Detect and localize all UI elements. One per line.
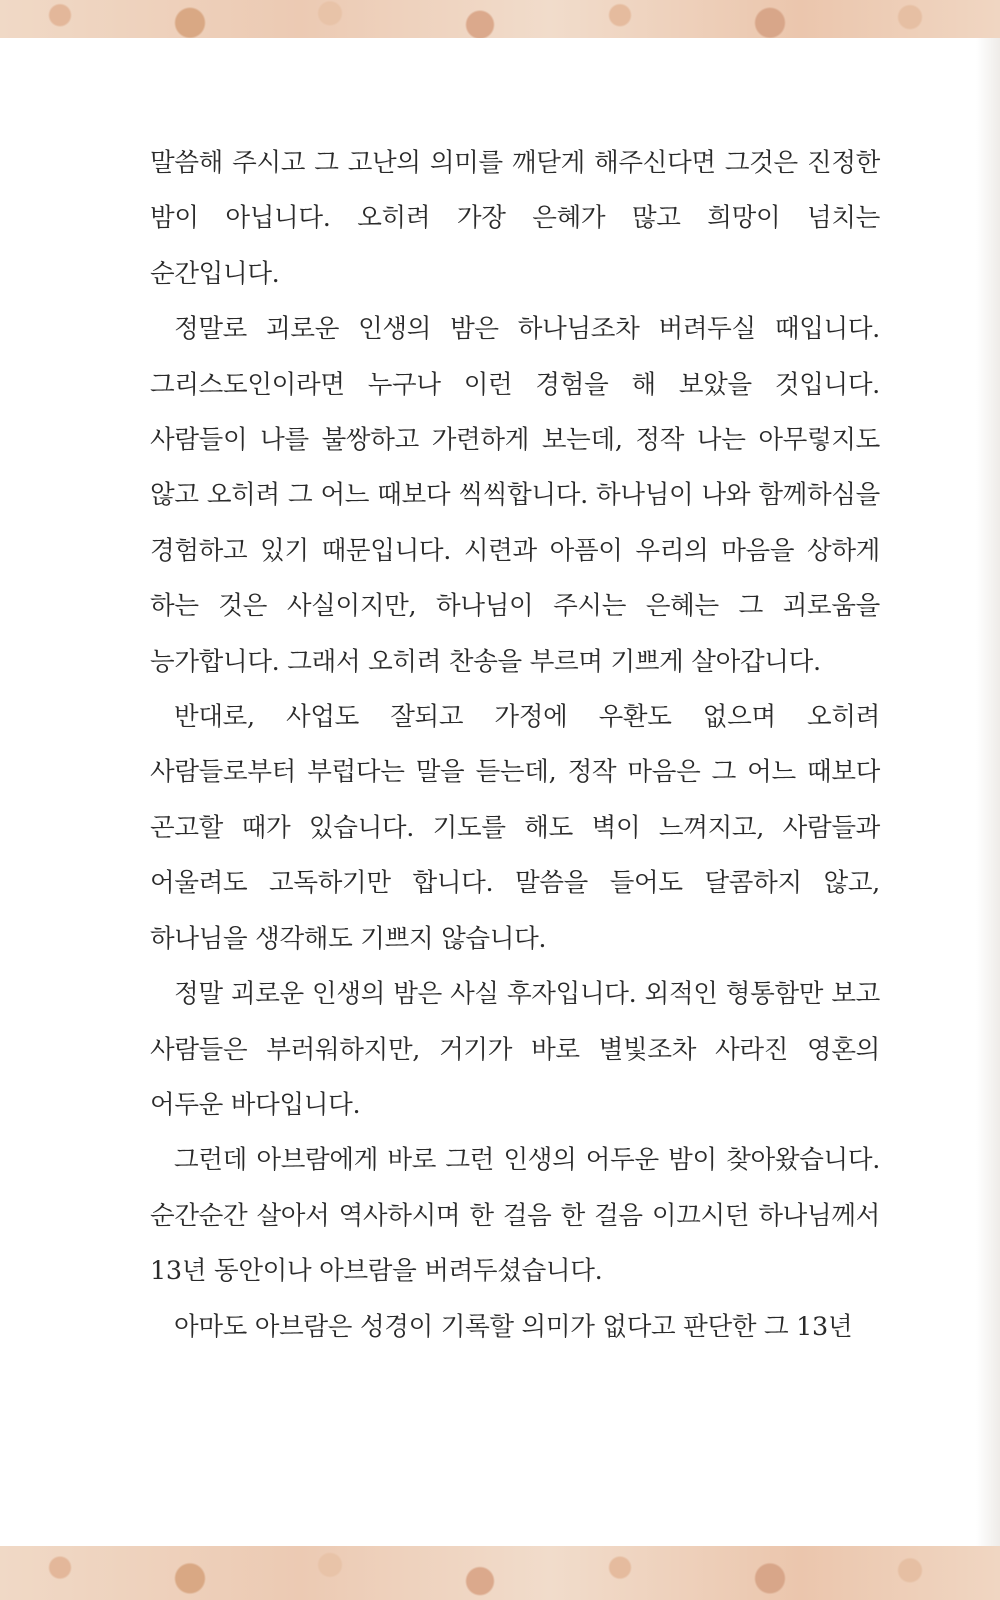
body-text — [150, 136, 880, 1355]
paragraph-4: 정말 괴로운 인생의 밤은 사실 후자입니다. 외적인 형통함만 보고 사람들은 부러워하지만, 거기가 바로 별빛조차 사라진 영혼의 어두운 바다입니다. — [150, 979, 880, 1120]
bottom-decorative-border — [0, 1546, 1000, 1600]
paragraph-5: 그런데 아브람에게 바로 그런 인생의 어두운 밤이 찾아왔습니다. 순간순간 살아서 역사하시며 한 걸음 한 걸음 이끄시던 하나님께서 13년 동안이나 아브람을 버려두셨습니다. — [150, 1145, 880, 1287]
page-edge-shadow — [976, 38, 1000, 1546]
paragraph-3: 반대로, 사업도 잘되고 가정에 우환도 없으며 오히려 사람들로부터 부럽다는 말을 듣는데, 정작 마음은 그 어느 때보다 곤고할 때가 있습니다. 기도를 해도 벽이 느껴지고, 사람들과 어울려도 고독하기만 합니다. 말씀을 들어도 달콤하지 않고, 하나님을 생각해도 기쁘지 않습니다. — [150, 702, 880, 954]
paragraph-2: 정말로 괴로운 인생의 밤은 하나님조차 버려두실 때입니다. 그리스도인이라면 누구나 이런 경험을 해 보았을 것입니다. 사람들이 나를 불쌍하고 가련하게 보는데, 정작 나는 아무렇지도 않고 오히려 그 어느 때보다 씩씩합니다. 하나님이 나와 함께하심을 경험하고 있기 때문입니다. 시련과 아픔이 우리의 마음을 상하게 하는 것은 사실이지만, 하나님이 주시는 은혜는 그 괴로움을 능가합니다. 그래서 오히려 찬송을 부르며 기쁘게 살아갑니다. — [150, 314, 880, 677]
paragraph-1: 말씀해 주시고 그 고난의 의미를 깨닫게 해주신다면 그것은 진정한 밤이 아닙니다. 오히려 가장 은혜가 많고 희망이 넘치는 순간입니다. — [150, 148, 880, 289]
paragraph-6: 아마도 아브람은 성경이 기록할 의미가 없다고 판단한 그 13년 — [174, 1311, 853, 1342]
top-decorative-border — [0, 0, 1000, 38]
